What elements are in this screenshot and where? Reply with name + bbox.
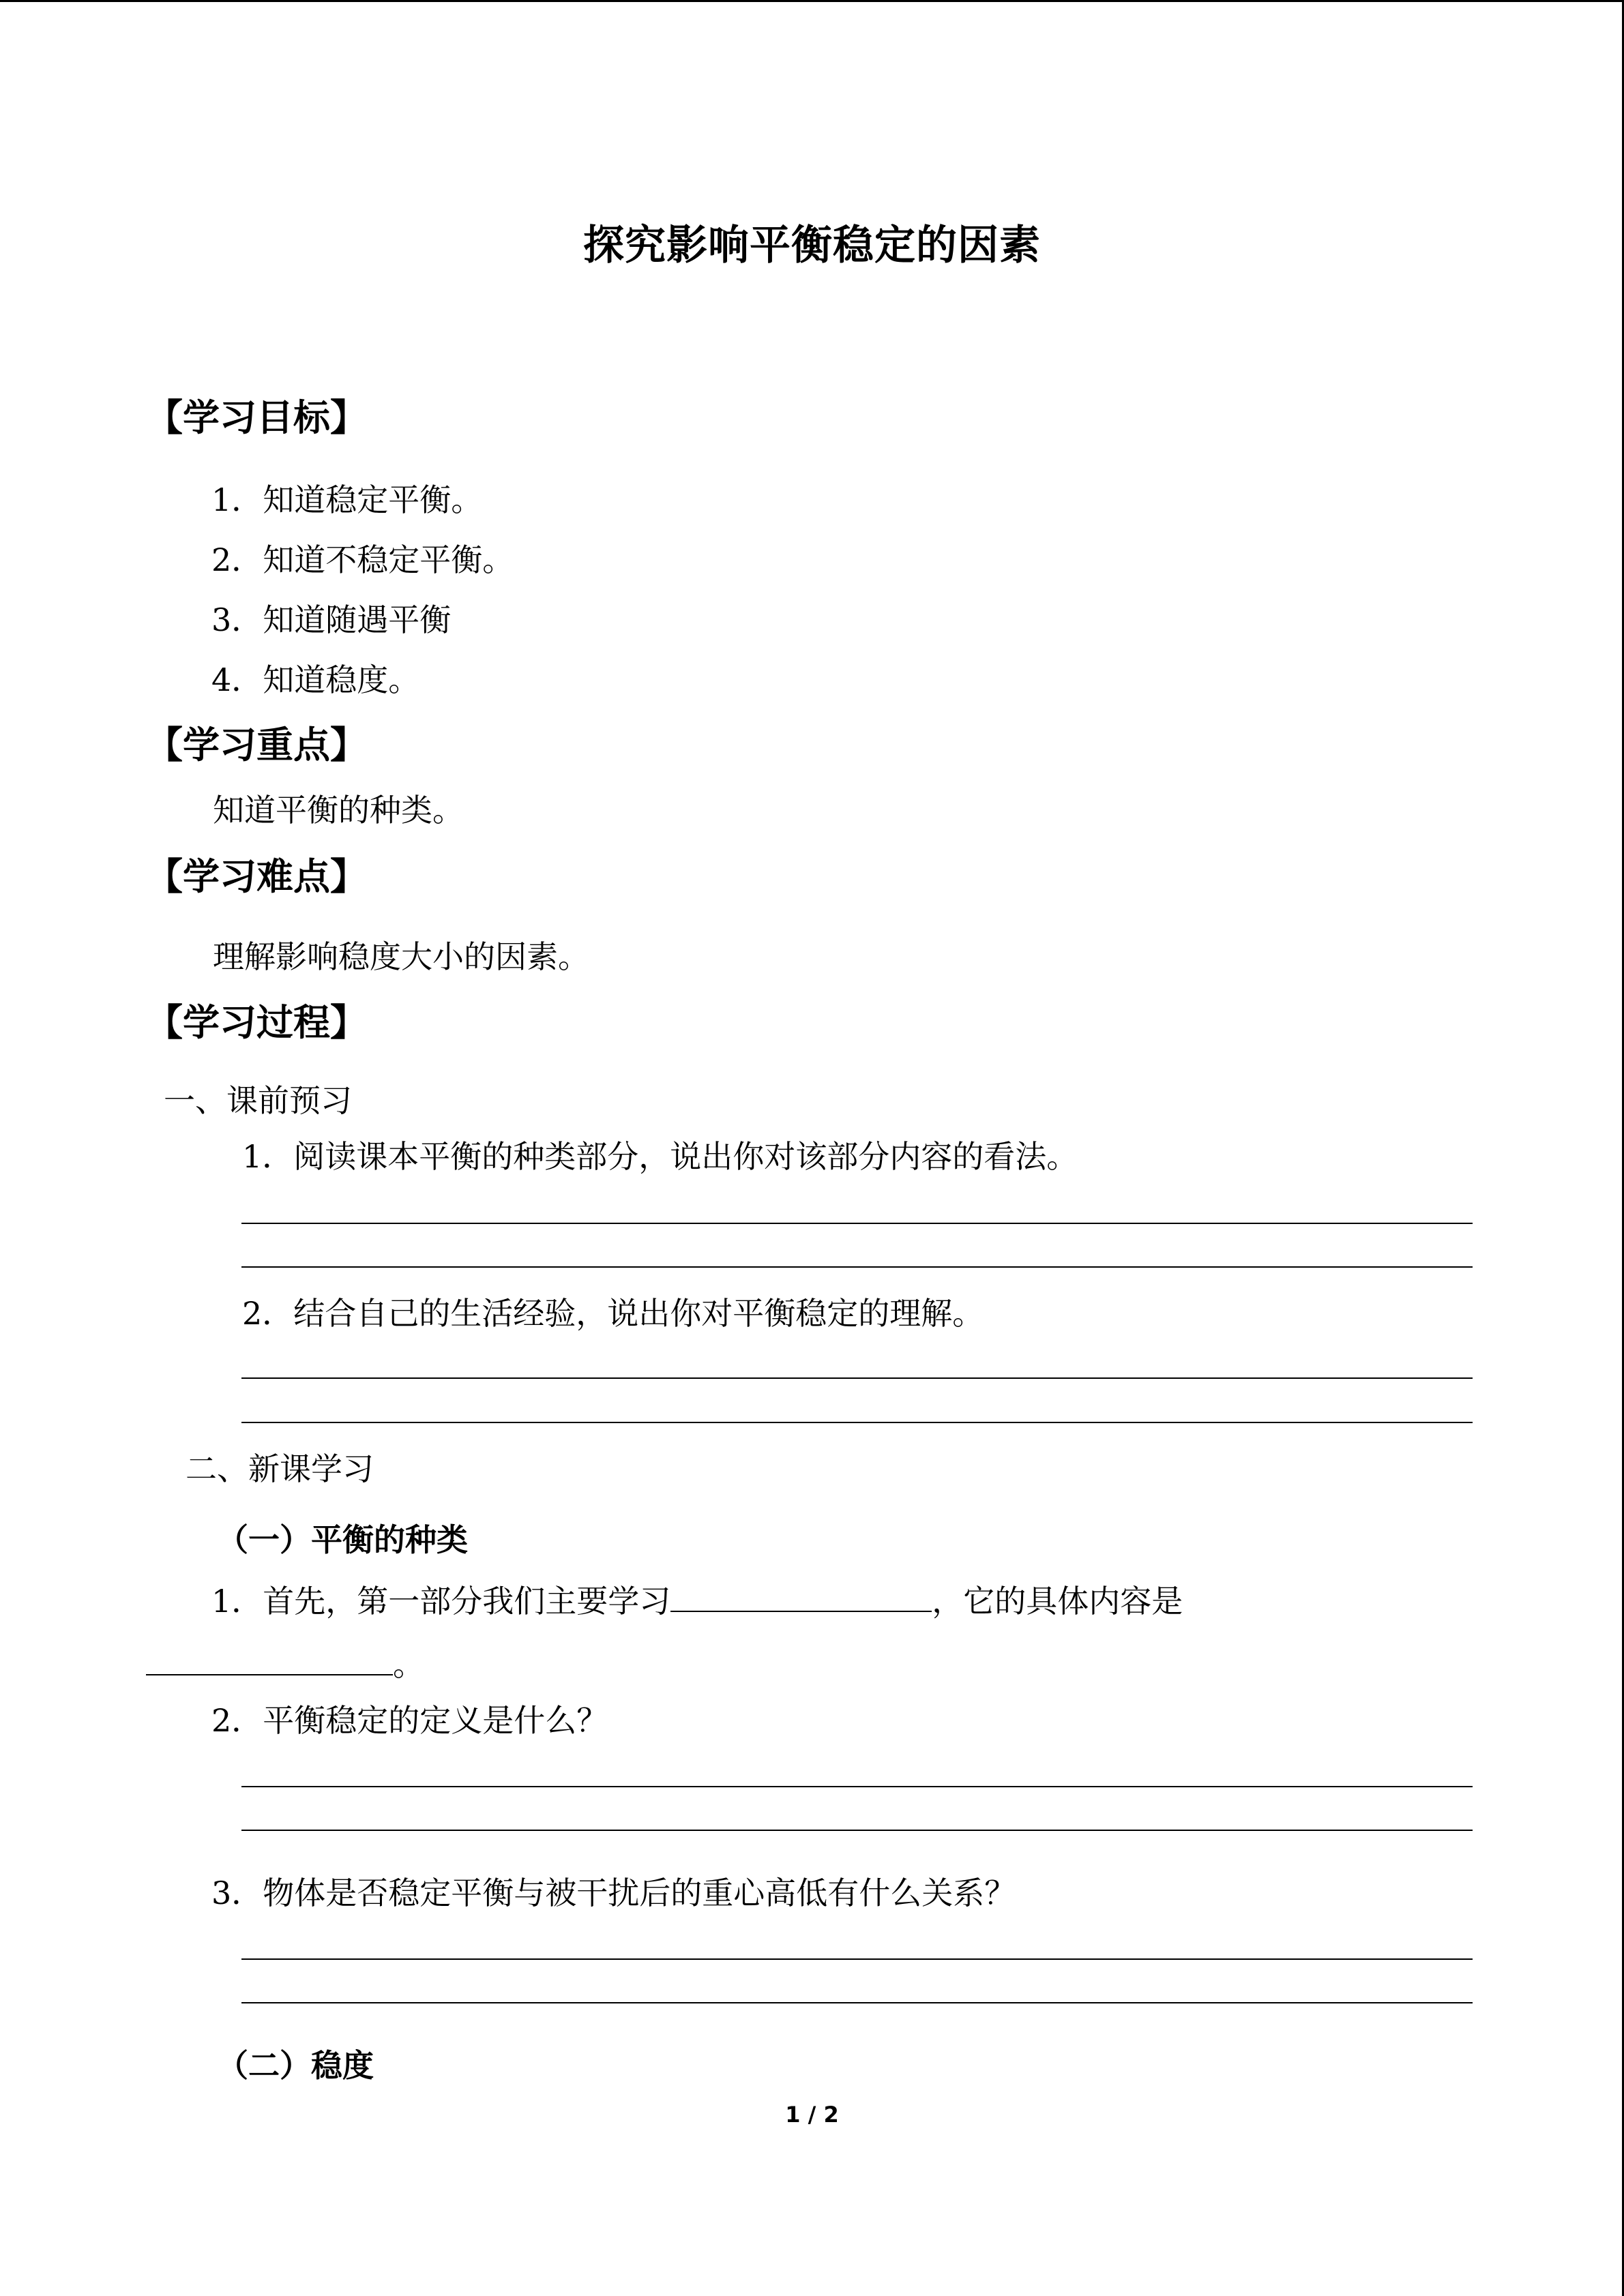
document-title: 探究影响平衡稳定的因素 [583,222,1041,269]
process-heading: 【学习过程】 [146,1000,367,1044]
fill-blank[interactable] [146,1644,393,1675]
answer-line[interactable] [241,2002,1473,2003]
objective-item: 1．知道稳定平衡。 [211,481,483,518]
key-points-text: 知道平衡的种类。 [213,792,464,829]
objective-item: 2．知道不稳定平衡。 [211,541,514,578]
lesson-question-1 [211,1577,1183,1622]
objective-item: 3．知道随遇平衡 [211,601,452,638]
answer-line[interactable] [241,1786,1473,1787]
page-number: 1 / 2 [785,2102,839,2128]
objective-item: 4．知道稳度。 [211,661,420,698]
difficulties-text: 理解影响稳度大小的因素。 [213,938,589,975]
lesson-question-3: 3．物体是否稳定平衡与被干扰后的重心高低有什么关系？ [211,1875,1016,1911]
objectives-heading: 【学习目标】 [146,396,367,439]
lesson-question-1-end: 。 [393,1646,424,1683]
preview-question-2: 2．结合自己的生活经验，说出你对平衡稳定的理解。 [242,1295,984,1332]
difficulties-heading: 【学习难点】 [146,854,367,898]
key-points-heading: 【学习重点】 [146,723,367,766]
lesson-question-1-mid: ，它的具体内容是 [932,1583,1183,1620]
lesson-question-2: 2．平衡稳定的定义是什么？ [211,1702,608,1739]
answer-line[interactable] [241,1223,1473,1224]
lesson-question-1-start: 1．首先，第一部分我们主要学习 [211,1583,671,1620]
answer-line[interactable] [241,1377,1473,1379]
new-lesson-title: 二、新课学习 [186,1450,374,1487]
preview-title: 一、课前预习 [164,1082,352,1119]
fill-blank[interactable] [670,1581,932,1612]
answer-line[interactable] [241,1422,1473,1423]
preview-question-1: 1．阅读课本平衡的种类部分，说出你对该部分内容的看法。 [242,1138,1078,1175]
subsection-stability-title: （二）稳度 [217,2047,374,2084]
lesson-question-1-continued [146,1640,424,1685]
page-border-top [0,0,1624,2]
answer-line[interactable] [241,1958,1473,1960]
subsection-types-title: （一）平衡的种类 [217,1521,468,1558]
answer-line[interactable] [241,1266,1473,1268]
answer-line[interactable] [241,1830,1473,1831]
